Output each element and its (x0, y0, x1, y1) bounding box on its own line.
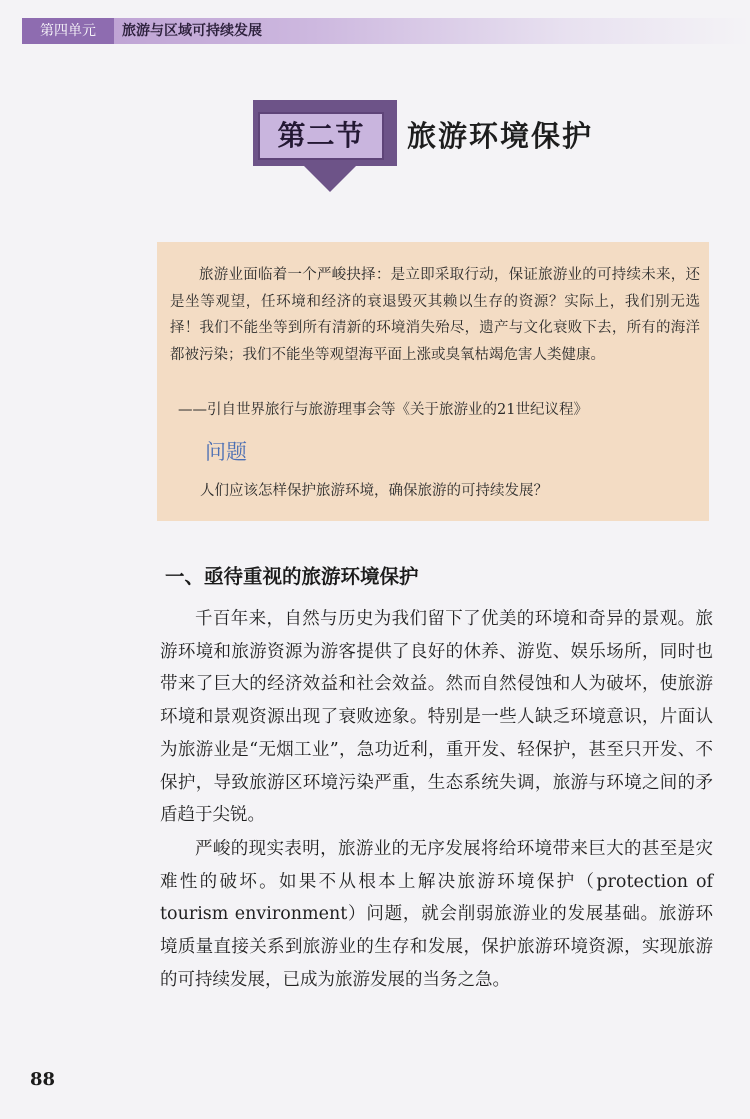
section-title: 旅游环境保护 (407, 119, 594, 153)
unit-title: 旅游与区域可持续发展 (122, 23, 262, 39)
section-title-arrow (304, 166, 356, 192)
subsection-heading: 一、亟待重视的旅游环境保护 (165, 565, 419, 588)
page-number: 88 (30, 1069, 56, 1090)
unit-label: 第四单元 (22, 18, 114, 44)
body-paragraph-1: 千百年来，自然与历史为我们留下了优美的环境和奇异的景观。旅游环境和旅游资源为游客提供了良好的休养、游览、娱乐场所，同时也带来了巨大的经济效益和社会效益。然而自然侵蚀和人为破坏，使旅游环境和景观资源出现了衰败迹象。特别是一些人缺乏环境意识，片面认为旅游业是“无烟工业”，急功近利，重开发、轻保护，甚至只开发、不保护，导致旅游区环境污染严重，生态系统失调，旅游与环境之间的矛盾趋于尖锐。 (160, 609, 713, 826)
body-paragraph-2: 严峻的现实表明，旅游业的无序发展将给环境带来巨大的甚至是灾难性的破坏。如果不从根本上解决旅游环境保护（protection of tourism environment）问题，就会削弱旅游业的发展基础。旅游环境质量直接关系到旅游业的生存和发展，保护旅游环境资源，实现旅游的可持续发展，已成为旅游发展的当务之急。 (160, 839, 713, 990)
section-number: 第二节 (258, 112, 384, 160)
question-label: 问题 (205, 440, 247, 464)
intro-quote: 旅游业面临着一个严峻抉择：是立即采取行动，保证旅游业的可持续未来，还是坐等观望，任环境和经济的衰退毁灭其赖以生存的资源？实际上，我们别无选择！我们不能坐等到所有清新的环境消失殆尽，遗产与文化衰败下去，所有的海洋都被污染；我们不能坐等观望海平面上涨或臭氧枯竭危害人类健康。 (170, 267, 700, 363)
question-text: 人们应该怎样保护旅游环境，确保旅游的可持续发展？ (200, 483, 548, 499)
quote-source: ——引自世界旅行与旅游理事会等《关于旅游业的21世纪议程》 (178, 402, 588, 418)
